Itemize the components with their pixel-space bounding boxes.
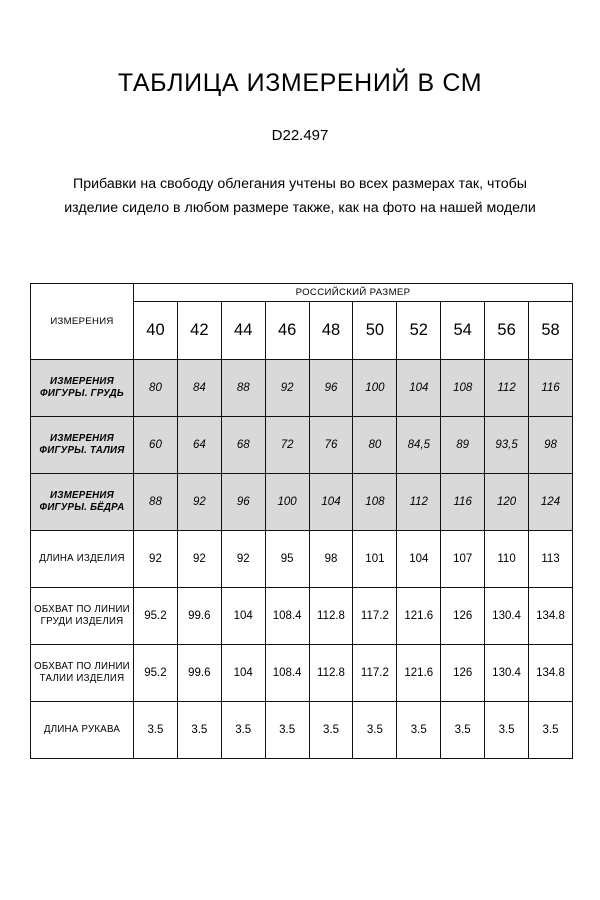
- measurement-cell: 98: [529, 417, 573, 474]
- measurement-cell: 130.4: [485, 645, 529, 702]
- measurement-cell: 92: [265, 360, 309, 417]
- measurement-cell: 76: [309, 417, 353, 474]
- measurement-cell: 101: [353, 531, 397, 588]
- measurement-cell: 80: [353, 417, 397, 474]
- measurement-cell: 121.6: [397, 588, 441, 645]
- table-row: [31, 474, 573, 531]
- measurement-cell: 107: [441, 531, 485, 588]
- measurement-cell: 116: [529, 360, 573, 417]
- row-label: ДЛИНА ИЗДЕЛИЯ: [31, 531, 134, 588]
- measurement-cell: 100: [265, 474, 309, 531]
- measurement-cell: 108.4: [265, 588, 309, 645]
- measurement-cell: 3.5: [134, 702, 178, 759]
- measurement-cell: 3.5: [177, 702, 221, 759]
- measurement-cell: 134.8: [529, 645, 573, 702]
- measurements-column-header: ИЗМЕРЕНИЯ: [31, 284, 134, 360]
- measurement-cell: 3.5: [353, 702, 397, 759]
- measurement-cell: 99.6: [177, 588, 221, 645]
- row-label: ИЗМЕРЕНИЯ ФИГУРЫ. БЁДРА: [31, 474, 134, 531]
- table-row: [31, 645, 573, 702]
- measurement-cell: 100: [353, 360, 397, 417]
- measurement-cell: 80: [134, 360, 178, 417]
- measurement-cell: 110: [485, 531, 529, 588]
- product-code: D22.497: [271, 127, 329, 144]
- measurement-cell: 134.8: [529, 588, 573, 645]
- measurement-cell: 84: [177, 360, 221, 417]
- measurement-cell: 95.2: [134, 645, 178, 702]
- size-header-44: 44: [221, 302, 265, 360]
- measurement-cell: 99.6: [177, 645, 221, 702]
- measurement-cell: 130.4: [485, 588, 529, 645]
- size-header-58: 58: [529, 302, 573, 360]
- measurement-cell: 95.2: [134, 588, 178, 645]
- measurement-cell: 126: [441, 645, 485, 702]
- measurement-cell: 92: [134, 531, 178, 588]
- row-label: ДЛИНА РУКАВА: [31, 702, 134, 759]
- measurement-cell: 112.8: [309, 645, 353, 702]
- measurement-cell: 117.2: [353, 645, 397, 702]
- measurement-cell: 3.5: [265, 702, 309, 759]
- measurement-cell: 92: [177, 531, 221, 588]
- table-row: [31, 531, 573, 588]
- size-header-46: 46: [265, 302, 309, 360]
- size-header-54: 54: [441, 302, 485, 360]
- measurement-cell: 96: [221, 474, 265, 531]
- measurement-cell: 96: [309, 360, 353, 417]
- measurement-cell: 112: [485, 360, 529, 417]
- fit-note: Прибавки на свободу облегания учтены во всех размерах так, чтобы изделие сидело в любом размере также, как на фото на нашей модели: [64, 176, 536, 216]
- measurement-cell: 104: [221, 645, 265, 702]
- measurement-cell: 98: [309, 531, 353, 588]
- size-header-52: 52: [397, 302, 441, 360]
- measurement-cell: 92: [177, 474, 221, 531]
- measurement-cell: 104: [309, 474, 353, 531]
- measurement-cell: 60: [134, 417, 178, 474]
- size-header-42: 42: [177, 302, 221, 360]
- measurement-cell: 108.4: [265, 645, 309, 702]
- row-label: ОБХВАТ ПО ЛИНИИ ГРУДИ ИЗДЕЛИЯ: [31, 588, 134, 645]
- page-title: ТАБЛИЦА ИЗМЕРЕНИЙ В СМ: [117, 69, 483, 97]
- measurement-cell: 68: [221, 417, 265, 474]
- measurements-table: [30, 283, 573, 759]
- measurement-cell: 104: [397, 360, 441, 417]
- measurement-cell: 84,5: [397, 417, 441, 474]
- measurement-cell: 112: [397, 474, 441, 531]
- group-header-row: [31, 284, 573, 302]
- table-row: [31, 360, 573, 417]
- measurement-cell: 3.5: [485, 702, 529, 759]
- table-row: [31, 588, 573, 645]
- measurement-cell: 124: [529, 474, 573, 531]
- measurement-cell: 3.5: [397, 702, 441, 759]
- measurement-cell: 112.8: [309, 588, 353, 645]
- measurement-cell: 108: [353, 474, 397, 531]
- table-row: [31, 702, 573, 759]
- measurement-cell: 108: [441, 360, 485, 417]
- measurement-cell: 104: [221, 588, 265, 645]
- measurement-cell: 121.6: [397, 645, 441, 702]
- measurement-cell: 95: [265, 531, 309, 588]
- row-label: ОБХВАТ ПО ЛИНИИ ТАЛИИ ИЗДЕЛИЯ: [31, 645, 134, 702]
- table-body: [31, 360, 573, 759]
- size-header-50: 50: [353, 302, 397, 360]
- measurement-cell: 3.5: [221, 702, 265, 759]
- measurement-cell: 117.2: [353, 588, 397, 645]
- measurement-cell: 116: [441, 474, 485, 531]
- measurement-cell: 72: [265, 417, 309, 474]
- measurement-cell: 3.5: [441, 702, 485, 759]
- size-header-56: 56: [485, 302, 529, 360]
- measurement-cell: 3.5: [309, 702, 353, 759]
- measurement-cell: 126: [441, 588, 485, 645]
- measurement-cell: 64: [177, 417, 221, 474]
- measurement-cell: 89: [441, 417, 485, 474]
- measurement-cell: 88: [134, 474, 178, 531]
- measurement-cell: 93,5: [485, 417, 529, 474]
- russian-size-group-header: РОССИЙСКИЙ РАЗМЕР: [134, 284, 573, 302]
- measurement-cell: 92: [221, 531, 265, 588]
- measurement-cell: 113: [529, 531, 573, 588]
- measurement-cell: 104: [397, 531, 441, 588]
- measurement-cell: 120: [485, 474, 529, 531]
- table-head: [31, 284, 573, 360]
- table-row: [31, 417, 573, 474]
- size-header-48: 48: [309, 302, 353, 360]
- size-header-40: 40: [134, 302, 178, 360]
- row-label: ИЗМЕРЕНИЯ ФИГУРЫ. ТАЛИЯ: [31, 417, 134, 474]
- measurement-cell: 88: [221, 360, 265, 417]
- row-label: ИЗМЕРЕНИЯ ФИГУРЫ. ГРУДЬ: [31, 360, 134, 417]
- measurement-cell: 3.5: [529, 702, 573, 759]
